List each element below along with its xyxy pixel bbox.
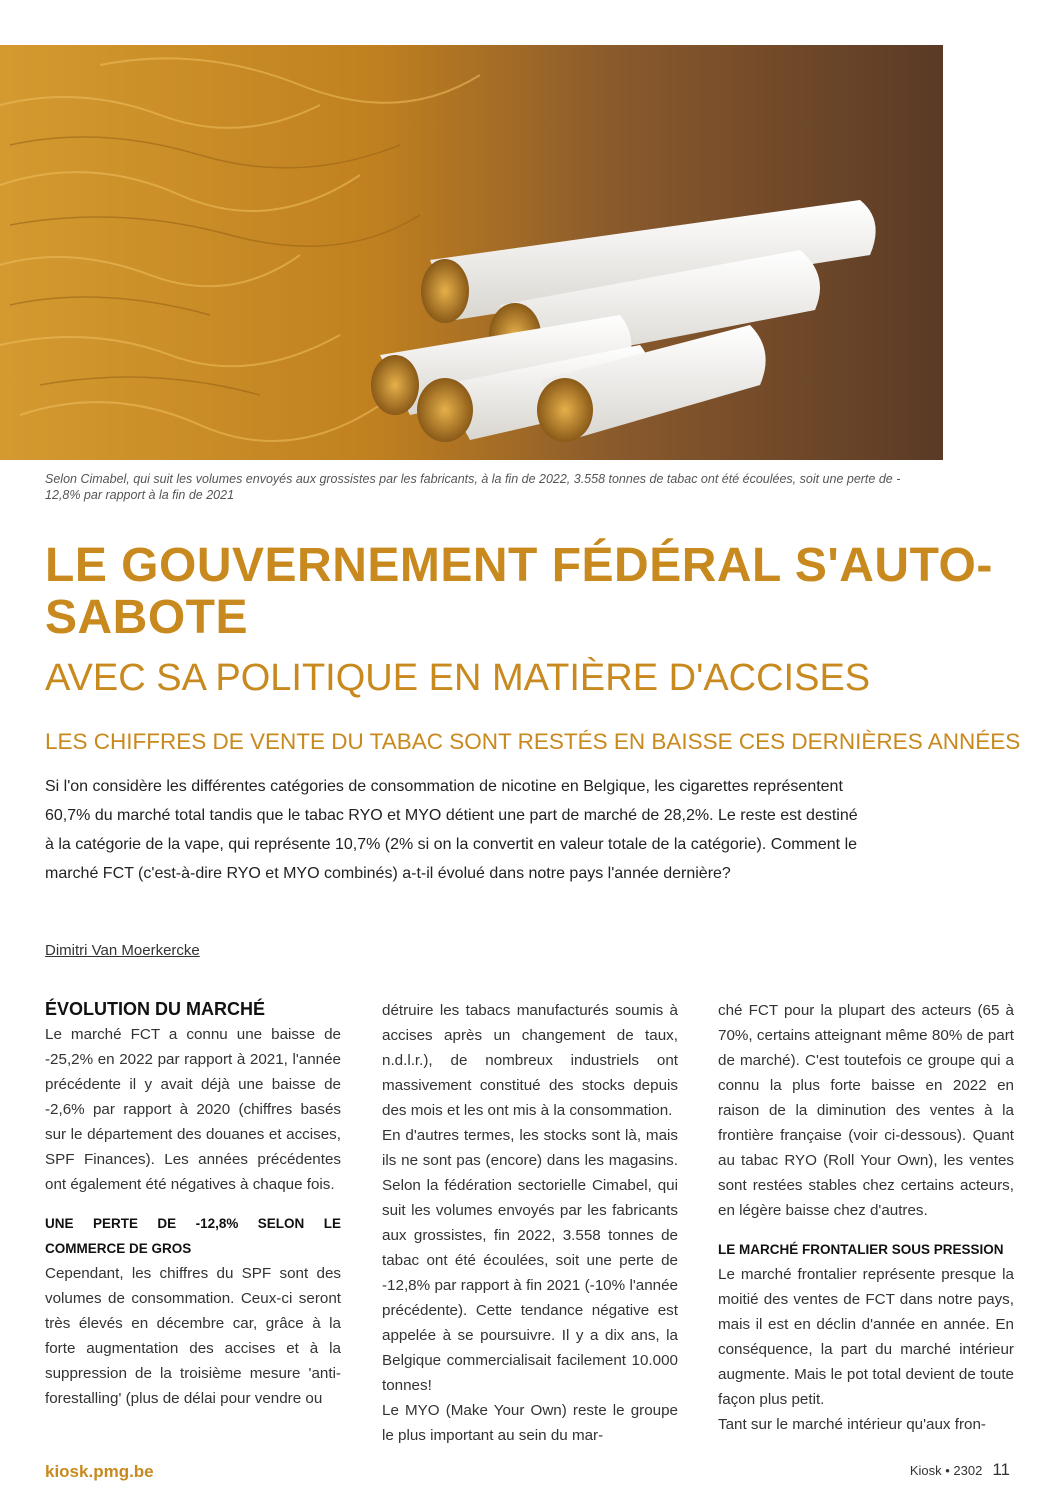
footer-site-link[interactable]: kiosk.pmg.be <box>45 1462 154 1481</box>
paragraph: Cependant, les chiffres du SPF sont des volumes de consommation. Ceux-ci seront très élevés en décembre car, grâce à la forte augmentation des accises et à la suppression de la troisième mesure 'anti-forestalling' (plus de délai pour vendre ou <box>45 1265 341 1407</box>
section-heading-evolution: ÉVOLUTION DU MARCHÉ <box>45 999 265 1019</box>
photo-caption: Selon Cimabel, qui suit les volumes envoyés aux grossistes par les fabricants, à la fin de 2022, 3.558 tonnes de tabac ont été écoulées, soit une perte de - 12,8% par rapport à la fin de 2021 <box>45 472 901 502</box>
column-1 <box>45 996 341 1411</box>
section-subheading-perte: UNE PERTE DE -12,8% SELON LE COMMERCE DE GROS <box>45 1216 341 1256</box>
tobacco-cigarettes-illustration <box>0 45 943 460</box>
paragraph: Le MYO (Make Your Own) reste le groupe le plus important au sein du mar- <box>382 1402 678 1444</box>
paragraph: Tant sur le marché intérieur qu'aux fron- <box>718 1416 986 1433</box>
paragraph: Le marché FCT a connu une baisse de -25,2% en 2022 par rapport à 2021, l'année précédente il y avait déjà une baisse de -2,6% par rapport à 2020 (chiffres basés sur le département des douanes et accises, SPF Finances). Les années précédentes ont également été négatives à chaque fois. <box>45 1026 341 1193</box>
section-subheading-frontalier: LE MARCHÉ FRONTALIER SOUS PRESSION <box>718 1242 1004 1257</box>
paragraph: ché FCT pour la plupart des acteurs (65 à 70%, certains atteignant même 80% de part de marché). C'est toutefois ce groupe qui a connu la plus forte baisse en 2022 en raison de la diminution des ventes à la frontière française (voir ci-dessous). Quant au tabac RYO (Roll Your Own), les ventes sont restées stables chez certains acteurs, en légère baisse chez d'autres. <box>718 1002 1014 1219</box>
article-intro: Si l'on considère les différentes catégories de consommation de nicotine en Belgique, les cigarettes représentent 60,7% du marché total tandis que le tabac RYO et MYO détient une part de marché de 28,2%. Le reste est destiné à la catégorie de la vape, qui représente 10,7% (2% si on la convertit en valeur totale de la catégorie). Comment le marché FCT (c'est-à-dire RYO et MYO combinés) a-t-il évolué dans notre pays l'année dernière? <box>45 778 858 882</box>
paragraph: En d'autres termes, les stocks sont là, mais ils ne sont pas (encore) dans les magasins. Selon la fédération sectorielle Cimabel, qui suit les volumes envoyés par les fabricants aux grossistes, fin 2022, 3.558 tonnes de tabac ont été écoulées, soit une perte de -12,8% par rapport à fin 2021 (-10% l'année précédente). Cette tendance négative est appelée à se poursuivre. Il y a dix ans, la Belgique commercialisait facilement 10.000 tonnes! <box>382 1127 678 1394</box>
paragraph: détruire les tabacs manufacturés soumis à accises après un changement de taux, n.d.l.r.), de nombreux industriels ont massivement constitué des stocks depuis des mois et les ont mis à la consommation. <box>382 1002 678 1119</box>
issue-label: Kiosk • 2302 <box>909 1463 983 1478</box>
author-byline[interactable]: Dimitri Van Moerkercke <box>45 942 200 959</box>
article-kicker: LES CHIFFRES DE VENTE DU TABAC SONT RESTÉS EN BAISSE CES DERNIÈRES ANNÉES <box>45 729 1021 754</box>
article-subtitle: AVEC SA POLITIQUE EN MATIÈRE D'ACCISES <box>45 657 871 699</box>
hero-photo <box>0 45 943 460</box>
column-2 <box>382 998 678 1448</box>
page-number: 11 <box>992 1460 1010 1479</box>
footer-issue <box>910 1460 1010 1480</box>
paragraph: Le marché frontalier représente presque la moitié des ventes de FCT dans notre pays, mais il est en déclin d'année en année. En conséquence, la part du marché intérieur augmente. Mais le pot total devient de toute façon plus petit. <box>718 1266 1014 1408</box>
column-3 <box>718 998 1014 1437</box>
article-title: LE GOUVERNEMENT FÉDÉRAL S'AUTO-SABOTE <box>45 539 993 644</box>
